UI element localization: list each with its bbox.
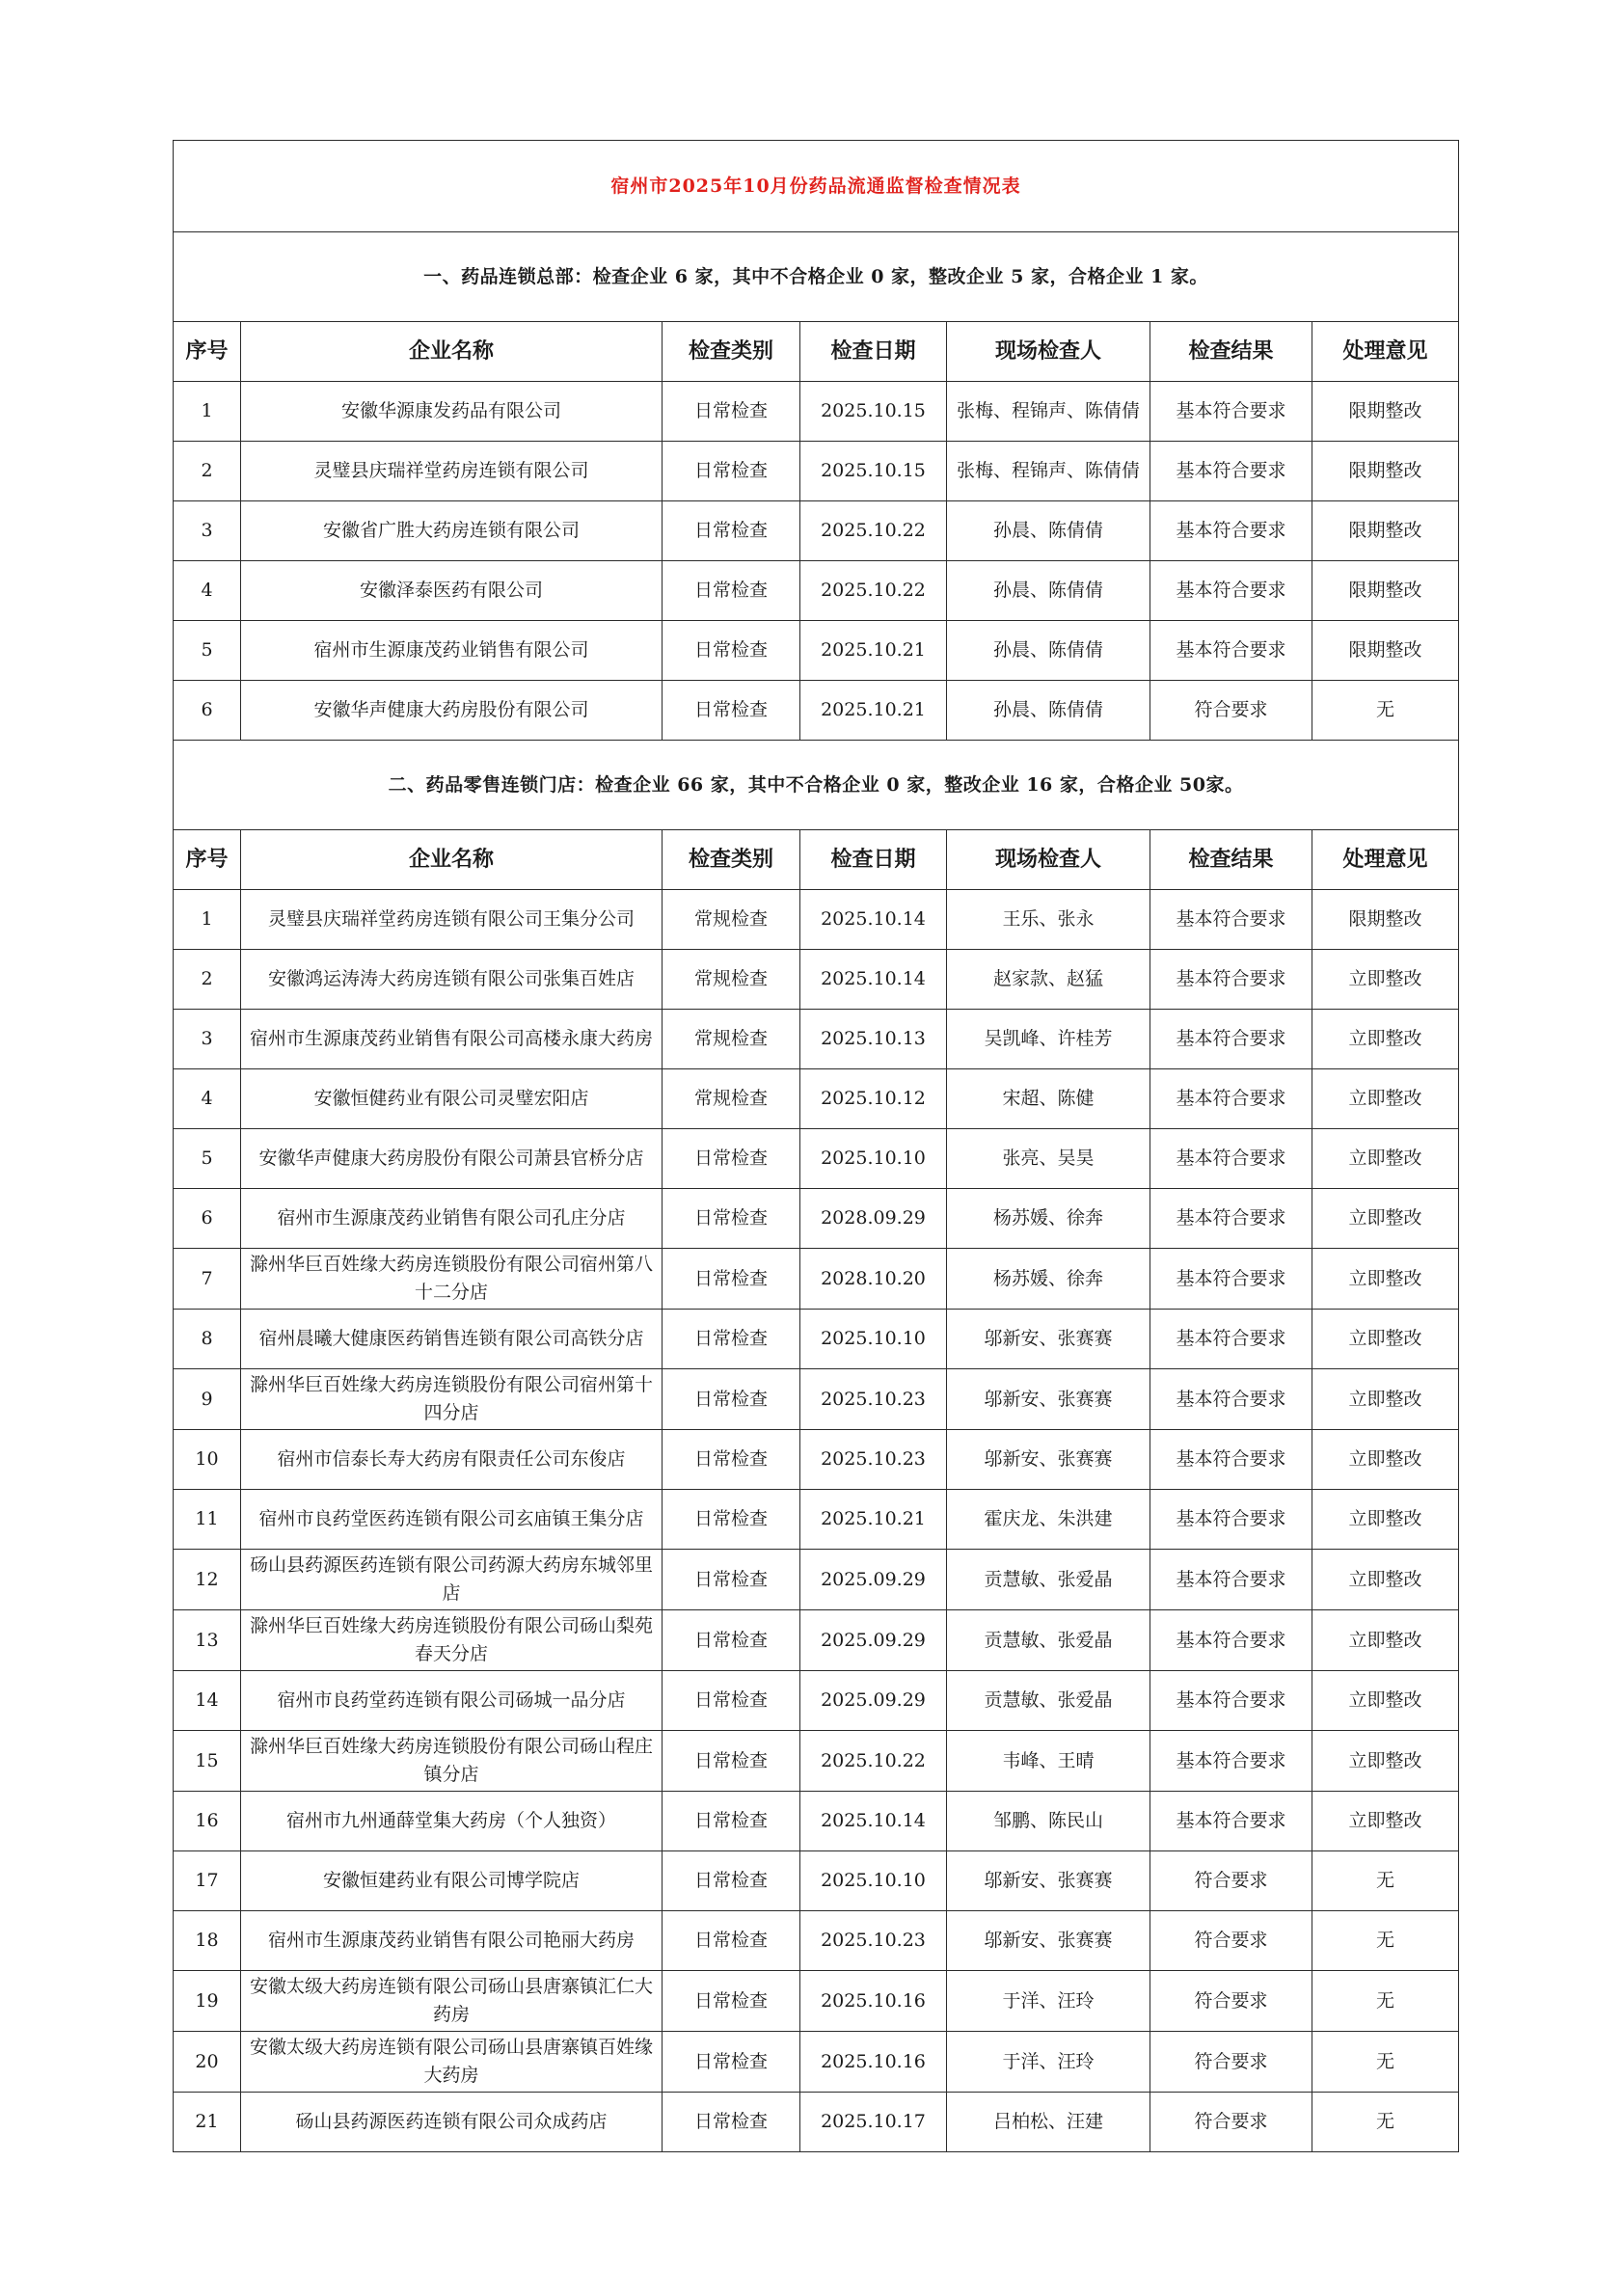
company-name: 滁州华巨百姓缘大药房连锁股份有限公司砀山梨苑春天分店 — [241, 1610, 663, 1671]
inspection-result: 基本符合要求 — [1150, 1731, 1312, 1792]
row-number: 12 — [174, 1550, 241, 1610]
inspection-date: 2025.10.21 — [800, 621, 947, 681]
handling-opinion: 立即整改 — [1312, 1792, 1459, 1851]
company-name: 宿州市九州通薛堂集大药房（个人独资） — [241, 1792, 663, 1851]
inspectors: 霍庆龙、朱洪建 — [947, 1490, 1150, 1550]
column-header-name: 企业名称 — [241, 322, 663, 382]
inspection-type: 日常检查 — [663, 1851, 800, 1911]
handling-opinion: 立即整改 — [1312, 950, 1459, 1010]
section1-heading: 一、药品连锁总部：检查企业 6 家，其中不合格企业 0 家，整改企业 5 家，合格企业 1 家。 — [174, 232, 1459, 322]
inspection-type: 日常检查 — [663, 1971, 800, 2032]
handling-opinion: 限期整改 — [1312, 382, 1459, 442]
inspectors: 张亮、吴昊 — [947, 1129, 1150, 1189]
table-row — [174, 1189, 1459, 1249]
inspection-type: 日常检查 — [663, 382, 800, 442]
inspection-type: 日常检查 — [663, 561, 800, 621]
company-name: 灵璧县庆瑞祥堂药房连锁有限公司王集分公司 — [241, 890, 663, 950]
inspection-result: 基本符合要求 — [1150, 1189, 1312, 1249]
handling-opinion: 无 — [1312, 1911, 1459, 1971]
column-header-type: 检查类别 — [663, 830, 800, 890]
table-row — [174, 442, 1459, 501]
inspection-result: 基本符合要求 — [1150, 1310, 1312, 1369]
inspection-date: 2025.10.10 — [800, 1129, 947, 1189]
column-header-no: 序号 — [174, 322, 241, 382]
row-number: 16 — [174, 1792, 241, 1851]
inspection-date: 2025.10.16 — [800, 2032, 947, 2093]
table-row — [174, 1731, 1459, 1792]
handling-opinion: 立即整改 — [1312, 1490, 1459, 1550]
company-name: 滁州华巨百姓缘大药房连锁股份有限公司砀山程庄镇分店 — [241, 1731, 663, 1792]
inspection-type: 日常检查 — [663, 1430, 800, 1490]
inspection-date: 2025.10.22 — [800, 501, 947, 561]
table-row — [174, 1911, 1459, 1971]
company-name: 滁州华巨百姓缘大药房连锁股份有限公司宿州第八十二分店 — [241, 1249, 663, 1310]
table-row — [174, 501, 1459, 561]
inspectors: 杨苏媛、徐奔 — [947, 1189, 1150, 1249]
inspectors: 赵家款、赵猛 — [947, 950, 1150, 1010]
inspection-result: 基本符合要求 — [1150, 1129, 1312, 1189]
page-title: 宿州市2025年10月份药品流通监督检查情况表 — [174, 141, 1459, 232]
table-row — [174, 1069, 1459, 1129]
inspection-result: 基本符合要求 — [1150, 1792, 1312, 1851]
handling-opinion: 立即整改 — [1312, 1671, 1459, 1731]
inspection-type: 常规检查 — [663, 890, 800, 950]
title-row — [174, 141, 1459, 232]
section2-heading-row — [174, 741, 1459, 830]
table-row — [174, 1430, 1459, 1490]
inspection-type: 日常检查 — [663, 1610, 800, 1671]
inspection-result: 符合要求 — [1150, 1851, 1312, 1911]
inspection-type: 日常检查 — [663, 1369, 800, 1430]
inspectors: 贡慧敏、张爱晶 — [947, 1671, 1150, 1731]
company-name: 砀山县药源医药连锁有限公司众成药店 — [241, 2093, 663, 2152]
inspection-type: 日常检查 — [663, 1490, 800, 1550]
inspection-date: 2025.10.14 — [800, 1792, 947, 1851]
company-name: 宿州市生源康茂药业销售有限公司艳丽大药房 — [241, 1911, 663, 1971]
row-number: 4 — [174, 1069, 241, 1129]
row-number: 13 — [174, 1610, 241, 1671]
inspection-date: 2025.10.22 — [800, 1731, 947, 1792]
company-name: 灵璧县庆瑞祥堂药房连锁有限公司 — [241, 442, 663, 501]
column-header-date: 检查日期 — [800, 322, 947, 382]
column-header-result: 检查结果 — [1150, 830, 1312, 890]
inspectors: 邬新安、张赛赛 — [947, 1911, 1150, 1971]
row-number: 4 — [174, 561, 241, 621]
row-number: 3 — [174, 501, 241, 561]
inspection-result: 基本符合要求 — [1150, 1430, 1312, 1490]
handling-opinion: 限期整改 — [1312, 890, 1459, 950]
table-row — [174, 1369, 1459, 1430]
inspection-date: 2025.10.15 — [800, 382, 947, 442]
inspectors: 吕柏松、汪建 — [947, 2093, 1150, 2152]
inspection-type: 日常检查 — [663, 1550, 800, 1610]
inspection-date: 2025.10.23 — [800, 1369, 947, 1430]
row-number: 18 — [174, 1911, 241, 1971]
handling-opinion: 限期整改 — [1312, 561, 1459, 621]
inspection-type: 常规检查 — [663, 1069, 800, 1129]
row-number: 11 — [174, 1490, 241, 1550]
table-row — [174, 1971, 1459, 2032]
company-name: 宿州市生源康茂药业销售有限公司孔庄分店 — [241, 1189, 663, 1249]
inspectors: 邹鹏、陈民山 — [947, 1792, 1150, 1851]
company-name: 安徽华声健康大药房股份有限公司萧县官桥分店 — [241, 1129, 663, 1189]
inspection-result: 基本符合要求 — [1150, 1249, 1312, 1310]
company-name: 宿州市良药堂药连锁有限公司砀城一品分店 — [241, 1671, 663, 1731]
row-number: 17 — [174, 1851, 241, 1911]
row-number: 1 — [174, 890, 241, 950]
inspection-result: 符合要求 — [1150, 2093, 1312, 2152]
inspection-result: 基本符合要求 — [1150, 561, 1312, 621]
table-row — [174, 1010, 1459, 1069]
inspectors: 贡慧敏、张爱晶 — [947, 1550, 1150, 1610]
inspectors: 吴凯峰、许桂芳 — [947, 1010, 1150, 1069]
company-name: 安徽太级大药房连锁有限公司砀山县唐寨镇汇仁大药房 — [241, 1971, 663, 2032]
column-header-inspectors: 现场检查人 — [947, 322, 1150, 382]
section1-header-row — [174, 322, 1459, 382]
handling-opinion: 限期整改 — [1312, 501, 1459, 561]
inspection-date: 2025.10.10 — [800, 1851, 947, 1911]
handling-opinion: 立即整改 — [1312, 1249, 1459, 1310]
inspectors: 邬新安、张赛赛 — [947, 1430, 1150, 1490]
inspection-date: 2025.10.21 — [800, 681, 947, 741]
section1-heading-row — [174, 232, 1459, 322]
table-row — [174, 1310, 1459, 1369]
table-row — [174, 1792, 1459, 1851]
handling-opinion: 立即整改 — [1312, 1069, 1459, 1129]
inspection-type: 日常检查 — [663, 681, 800, 741]
row-number: 21 — [174, 2093, 241, 2152]
column-header-action: 处理意见 — [1312, 830, 1459, 890]
table-row — [174, 2032, 1459, 2093]
table-row — [174, 681, 1459, 741]
company-name: 砀山县药源医药连锁有限公司药源大药房东城邻里店 — [241, 1550, 663, 1610]
inspection-date: 2028.09.29 — [800, 1189, 947, 1249]
row-number: 9 — [174, 1369, 241, 1430]
inspectors: 宋超、陈健 — [947, 1069, 1150, 1129]
inspectors: 于洋、汪玲 — [947, 1971, 1150, 2032]
inspection-date: 2025.10.17 — [800, 2093, 947, 2152]
handling-opinion: 立即整改 — [1312, 1610, 1459, 1671]
inspection-type: 日常检查 — [663, 1911, 800, 1971]
inspection-date: 2025.10.23 — [800, 1430, 947, 1490]
inspectors: 邬新安、张赛赛 — [947, 1310, 1150, 1369]
handling-opinion: 立即整改 — [1312, 1189, 1459, 1249]
inspection-type: 日常检查 — [663, 2032, 800, 2093]
inspection-date: 2025.10.12 — [800, 1069, 947, 1129]
inspection-date: 2025.10.10 — [800, 1310, 947, 1369]
row-number: 5 — [174, 1129, 241, 1189]
inspection-date: 2025.10.16 — [800, 1971, 947, 2032]
inspectors: 张梅、程锦声、陈倩倩 — [947, 382, 1150, 442]
row-number: 6 — [174, 681, 241, 741]
inspection-result: 基本符合要求 — [1150, 1369, 1312, 1430]
handling-opinion: 立即整改 — [1312, 1010, 1459, 1069]
inspection-type: 日常检查 — [663, 1189, 800, 1249]
handling-opinion: 无 — [1312, 1851, 1459, 1911]
inspection-result: 符合要求 — [1150, 681, 1312, 741]
inspection-result: 符合要求 — [1150, 2032, 1312, 2093]
inspectors: 张梅、程锦声、陈倩倩 — [947, 442, 1150, 501]
inspectors: 孙晨、陈倩倩 — [947, 501, 1150, 561]
handling-opinion: 无 — [1312, 2032, 1459, 2093]
row-number: 7 — [174, 1249, 241, 1310]
handling-opinion: 立即整改 — [1312, 1731, 1459, 1792]
row-number: 2 — [174, 950, 241, 1010]
inspection-result: 基本符合要求 — [1150, 950, 1312, 1010]
inspection-result: 基本符合要求 — [1150, 621, 1312, 681]
table-row — [174, 561, 1459, 621]
inspectors: 孙晨、陈倩倩 — [947, 621, 1150, 681]
company-name: 安徽恒建药业有限公司博学院店 — [241, 1851, 663, 1911]
inspectors: 韦峰、王晴 — [947, 1731, 1150, 1792]
inspection-result: 基本符合要求 — [1150, 1550, 1312, 1610]
inspection-type: 常规检查 — [663, 950, 800, 1010]
table-row — [174, 1851, 1459, 1911]
row-number: 1 — [174, 382, 241, 442]
inspection-date: 2025.10.23 — [800, 1911, 947, 1971]
inspectors: 王乐、张永 — [947, 890, 1150, 950]
inspection-type: 日常检查 — [663, 501, 800, 561]
handling-opinion: 立即整改 — [1312, 1430, 1459, 1490]
column-header-inspectors: 现场检查人 — [947, 830, 1150, 890]
inspection-date: 2025.10.14 — [800, 950, 947, 1010]
inspection-date: 2025.09.29 — [800, 1671, 947, 1731]
inspection-result: 基本符合要求 — [1150, 442, 1312, 501]
company-name: 安徽恒健药业有限公司灵璧宏阳店 — [241, 1069, 663, 1129]
company-name: 宿州晨曦大健康医药销售连锁有限公司高铁分店 — [241, 1310, 663, 1369]
handling-opinion: 立即整改 — [1312, 1369, 1459, 1430]
inspectors: 邬新安、张赛赛 — [947, 1851, 1150, 1911]
inspection-date: 2025.10.21 — [800, 1490, 947, 1550]
company-name: 安徽太级大药房连锁有限公司砀山县唐寨镇百姓缘大药房 — [241, 2032, 663, 2093]
table-row — [174, 890, 1459, 950]
company-name: 安徽鸿运涛涛大药房连锁有限公司张集百姓店 — [241, 950, 663, 1010]
company-name: 安徽省广胜大药房连锁有限公司 — [241, 501, 663, 561]
table-row — [174, 1671, 1459, 1731]
handling-opinion: 无 — [1312, 2093, 1459, 2152]
row-number: 14 — [174, 1671, 241, 1731]
inspection-date: 2025.09.29 — [800, 1550, 947, 1610]
column-header-result: 检查结果 — [1150, 322, 1312, 382]
table-row — [174, 1129, 1459, 1189]
handling-opinion: 立即整改 — [1312, 1129, 1459, 1189]
section2-heading: 二、药品零售连锁门店：检查企业 66 家，其中不合格企业 0 家，整改企业 16 家，合格企业 50家。 — [174, 741, 1459, 830]
row-number: 2 — [174, 442, 241, 501]
handling-opinion: 立即整改 — [1312, 1550, 1459, 1610]
column-header-type: 检查类别 — [663, 322, 800, 382]
inspection-type: 日常检查 — [663, 1792, 800, 1851]
inspectors: 于洋、汪玲 — [947, 2032, 1150, 2093]
company-name: 宿州市信泰长寿大药房有限责任公司东俊店 — [241, 1430, 663, 1490]
report-page — [173, 140, 1458, 2152]
column-header-date: 检查日期 — [800, 830, 947, 890]
table-row — [174, 1249, 1459, 1310]
inspection-type: 日常检查 — [663, 1310, 800, 1369]
company-name: 滁州华巨百姓缘大药房连锁股份有限公司宿州第十四分店 — [241, 1369, 663, 1430]
inspection-date: 2025.10.22 — [800, 561, 947, 621]
report-body — [174, 141, 1459, 2152]
company-name: 宿州市良药堂医药连锁有限公司玄庙镇王集分店 — [241, 1490, 663, 1550]
company-name: 安徽泽泰医药有限公司 — [241, 561, 663, 621]
inspection-result: 基本符合要求 — [1150, 1671, 1312, 1731]
company-name: 宿州市生源康茂药业销售有限公司高楼永康大药房 — [241, 1010, 663, 1069]
handling-opinion: 立即整改 — [1312, 1310, 1459, 1369]
handling-opinion: 限期整改 — [1312, 442, 1459, 501]
row-number: 19 — [174, 1971, 241, 2032]
inspection-date: 2025.10.13 — [800, 1010, 947, 1069]
inspection-type: 日常检查 — [663, 442, 800, 501]
inspectors: 孙晨、陈倩倩 — [947, 561, 1150, 621]
inspection-date: 2028.10.20 — [800, 1249, 947, 1310]
table-row — [174, 1550, 1459, 1610]
inspection-result: 基本符合要求 — [1150, 890, 1312, 950]
row-number: 3 — [174, 1010, 241, 1069]
inspectors: 杨苏媛、徐奔 — [947, 1249, 1150, 1310]
inspection-date: 2025.10.14 — [800, 890, 947, 950]
inspection-result: 基本符合要求 — [1150, 1490, 1312, 1550]
row-number: 5 — [174, 621, 241, 681]
handling-opinion: 无 — [1312, 681, 1459, 741]
table-row — [174, 382, 1459, 442]
inspection-type: 常规检查 — [663, 1010, 800, 1069]
table-row — [174, 621, 1459, 681]
column-header-no: 序号 — [174, 830, 241, 890]
row-number: 15 — [174, 1731, 241, 1792]
inspection-type: 日常检查 — [663, 621, 800, 681]
table-row — [174, 950, 1459, 1010]
inspection-result: 基本符合要求 — [1150, 1610, 1312, 1671]
inspectors: 孙晨、陈倩倩 — [947, 681, 1150, 741]
inspection-date: 2025.10.15 — [800, 442, 947, 501]
inspection-result: 基本符合要求 — [1150, 1010, 1312, 1069]
inspectors: 贡慧敏、张爱晶 — [947, 1610, 1150, 1671]
inspection-result: 符合要求 — [1150, 1911, 1312, 1971]
column-header-name: 企业名称 — [241, 830, 663, 890]
inspection-type: 日常检查 — [663, 2093, 800, 2152]
inspection-result: 基本符合要求 — [1150, 501, 1312, 561]
handling-opinion: 无 — [1312, 1971, 1459, 2032]
section2-header-row — [174, 830, 1459, 890]
company-name: 安徽华声健康大药房股份有限公司 — [241, 681, 663, 741]
row-number: 8 — [174, 1310, 241, 1369]
column-header-action: 处理意见 — [1312, 322, 1459, 382]
row-number: 20 — [174, 2032, 241, 2093]
company-name: 宿州市生源康茂药业销售有限公司 — [241, 621, 663, 681]
inspection-table — [173, 140, 1459, 2152]
inspection-date: 2025.09.29 — [800, 1610, 947, 1671]
inspection-type: 日常检查 — [663, 1671, 800, 1731]
inspection-type: 日常检查 — [663, 1731, 800, 1792]
table-row — [174, 1490, 1459, 1550]
inspection-result: 基本符合要求 — [1150, 1069, 1312, 1129]
inspectors: 邬新安、张赛赛 — [947, 1369, 1150, 1430]
row-number: 6 — [174, 1189, 241, 1249]
company-name: 安徽华源康发药品有限公司 — [241, 382, 663, 442]
inspection-type: 日常检查 — [663, 1129, 800, 1189]
inspection-result: 符合要求 — [1150, 1971, 1312, 2032]
row-number: 10 — [174, 1430, 241, 1490]
inspection-result: 基本符合要求 — [1150, 382, 1312, 442]
table-row — [174, 2093, 1459, 2152]
table-row — [174, 1610, 1459, 1671]
handling-opinion: 限期整改 — [1312, 621, 1459, 681]
inspection-type: 日常检查 — [663, 1249, 800, 1310]
